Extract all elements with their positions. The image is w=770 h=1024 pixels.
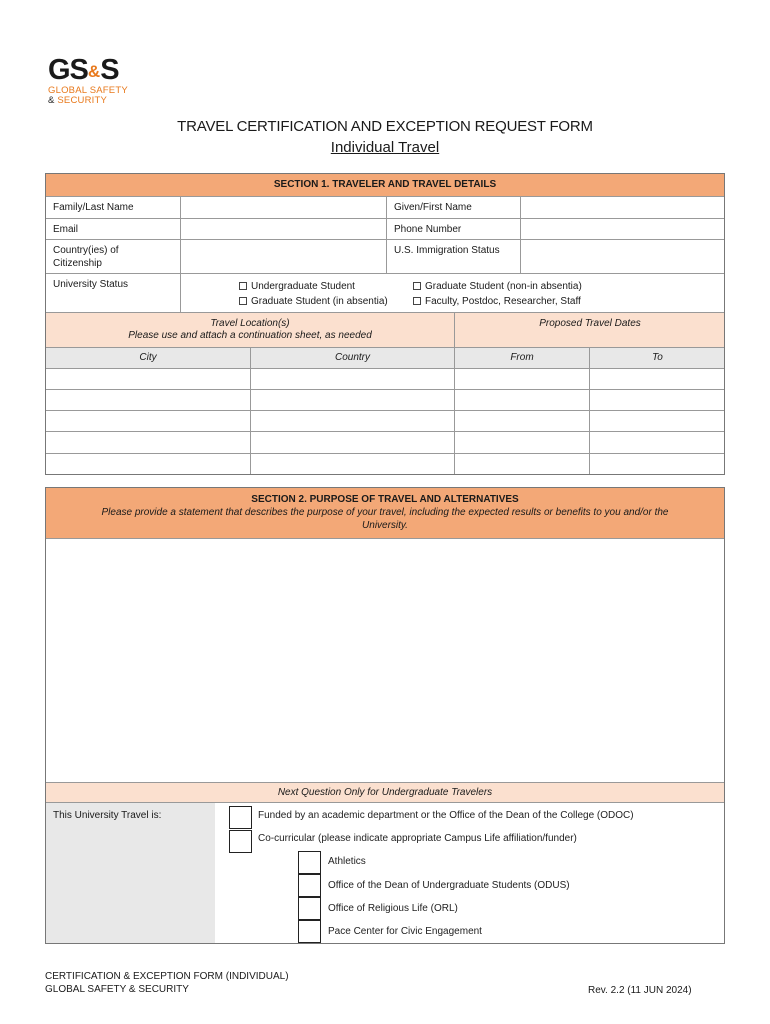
athletics-label: Athletics — [328, 856, 366, 867]
logo-line-2: & SECURITY — [48, 95, 108, 106]
co-curricular-checkbox[interactable] — [229, 830, 252, 853]
footer-line2: GLOBAL SAFETY & SECURITY — [45, 984, 189, 995]
athletics-checkbox[interactable] — [298, 851, 321, 874]
city-field[interactable] — [46, 432, 250, 453]
from-date-field[interactable] — [454, 411, 589, 431]
city-field[interactable] — [46, 454, 250, 474]
given-name-label: Given/First Name — [386, 197, 520, 218]
travel-locations-note: Please use and attach a continuation sheet, as needed — [128, 330, 372, 341]
section2-heading — [46, 488, 724, 538]
funded-academic-checkbox[interactable] — [229, 806, 252, 829]
from-date-field[interactable] — [454, 454, 589, 474]
citizenship-label-line2: Citizenship — [53, 258, 102, 269]
odus-checkbox[interactable] — [298, 874, 321, 897]
travel-entry-row — [46, 453, 724, 474]
status-option-grad-absentia[interactable]: Graduate Student (in absentia) — [239, 296, 388, 307]
from-date-field[interactable] — [454, 432, 589, 453]
citizenship-field[interactable] — [180, 240, 386, 273]
to-date-field[interactable] — [589, 390, 725, 410]
citizenship-label — [46, 240, 180, 273]
university-status-label: University Status — [53, 279, 129, 290]
country-field[interactable] — [250, 390, 454, 410]
university-status-options — [180, 274, 725, 312]
family-name-field[interactable] — [180, 197, 386, 218]
travel-dates-header: Proposed Travel Dates — [454, 313, 725, 347]
to-date-field[interactable] — [589, 432, 725, 453]
country-field[interactable] — [250, 411, 454, 431]
contact-row — [46, 218, 724, 239]
city-field[interactable] — [46, 411, 250, 431]
section1-table — [45, 173, 725, 475]
co-curricular-label: Co-curricular (please indicate appropriate Campus Life affiliation/funder) — [258, 833, 577, 844]
funded-academic-label: Funded by an academic department or the Office of the Dean of the College (ODOC) — [258, 810, 634, 821]
from-date-field[interactable] — [454, 390, 589, 410]
form-subtitle: Individual Travel — [330, 139, 440, 156]
status-option-faculty[interactable]: Faculty, Postdoc, Researcher, Staff — [413, 296, 581, 307]
checkbox-icon — [239, 282, 247, 290]
email-label: Email — [53, 224, 79, 235]
travel-entry-row — [46, 431, 724, 453]
column-to: To — [589, 348, 725, 368]
travel-locations-header — [46, 313, 454, 347]
country-field[interactable] — [250, 369, 454, 389]
undergrad-heading-row — [46, 782, 724, 802]
family-name-label: Family/Last Name — [53, 202, 134, 213]
checkbox-icon — [413, 282, 421, 290]
city-field[interactable] — [46, 390, 250, 410]
logo — [48, 56, 148, 106]
form-title: TRAVEL CERTIFICATION AND EXCEPTION REQUEST FORM — [177, 118, 593, 135]
column-from: From — [454, 348, 589, 368]
orl-label: Office of Religious Life (ORL) — [328, 903, 458, 914]
to-date-field[interactable] — [589, 411, 725, 431]
travel-entry-row — [46, 368, 724, 389]
from-date-field[interactable] — [454, 369, 589, 389]
orl-checkbox[interactable] — [298, 897, 321, 920]
travel-header-row — [46, 312, 724, 347]
section2-table — [45, 487, 725, 944]
logo-line-1: GLOBAL SAFETY — [48, 85, 128, 96]
citizenship-row — [46, 239, 724, 273]
status-option-undergrad[interactable]: Undergraduate Student — [239, 281, 355, 292]
travel-is-label: This University Travel is: — [46, 803, 215, 943]
travel-locations-heading: Travel Location(s) — [210, 318, 290, 329]
immigration-label: U.S. Immigration Status — [386, 240, 520, 273]
section2-heading-text: SECTION 2. PURPOSE OF TRAVEL AND ALTERNATIVES — [251, 494, 519, 505]
to-date-field[interactable] — [589, 369, 725, 389]
city-field[interactable] — [46, 369, 250, 389]
travel-type-options — [215, 803, 725, 943]
section1-heading — [46, 174, 724, 196]
section2-instruction — [46, 506, 724, 532]
footer-revision: Rev. 2.2 (11 JUN 2024) — [588, 985, 692, 996]
phone-field[interactable] — [520, 219, 725, 239]
footer-line1: CERTIFICATION & EXCEPTION FORM (INDIVIDUAL) — [45, 971, 289, 982]
section2-instruction-line2: University. — [362, 520, 408, 531]
column-country: Country — [250, 348, 454, 368]
section2-instruction-line1: Please provide a statement that describes the purpose of your travel, including the expected results or benefits to you and/or the — [101, 507, 669, 518]
pace-center-label: Pace Center for Civic Engagement — [328, 926, 482, 937]
given-name-field[interactable] — [520, 197, 725, 218]
email-field[interactable] — [180, 219, 386, 239]
undergrad-heading: Next Question Only for Undergraduate Travelers — [277, 787, 493, 798]
travel-entry-row — [46, 410, 724, 431]
immigration-field[interactable] — [520, 240, 725, 273]
purpose-statement-field[interactable] — [46, 538, 724, 782]
pace-center-checkbox[interactable] — [298, 920, 321, 943]
footer-left — [45, 970, 289, 996]
university-status-row — [46, 273, 724, 312]
checkbox-icon — [239, 297, 247, 305]
section1-heading-text: SECTION 1. TRAVELER AND TRAVEL DETAILS — [273, 179, 497, 190]
name-row — [46, 196, 724, 218]
travel-entry-row — [46, 389, 724, 410]
logo-mark: GS&S — [48, 54, 119, 86]
citizenship-label-line1: Country(ies) of — [53, 245, 119, 256]
checkbox-icon — [413, 297, 421, 305]
travel-columns-row — [46, 347, 724, 368]
undergrad-question-row — [46, 802, 724, 943]
odus-label: Office of the Dean of Undergraduate Students (ODUS) — [328, 880, 570, 891]
country-field[interactable] — [250, 454, 454, 474]
status-option-grad-non-absentia[interactable]: Graduate Student (non-in absentia) — [413, 281, 582, 292]
column-city: City — [139, 352, 157, 363]
country-field[interactable] — [250, 432, 454, 453]
to-date-field[interactable] — [589, 454, 725, 474]
phone-label: Phone Number — [386, 219, 520, 239]
